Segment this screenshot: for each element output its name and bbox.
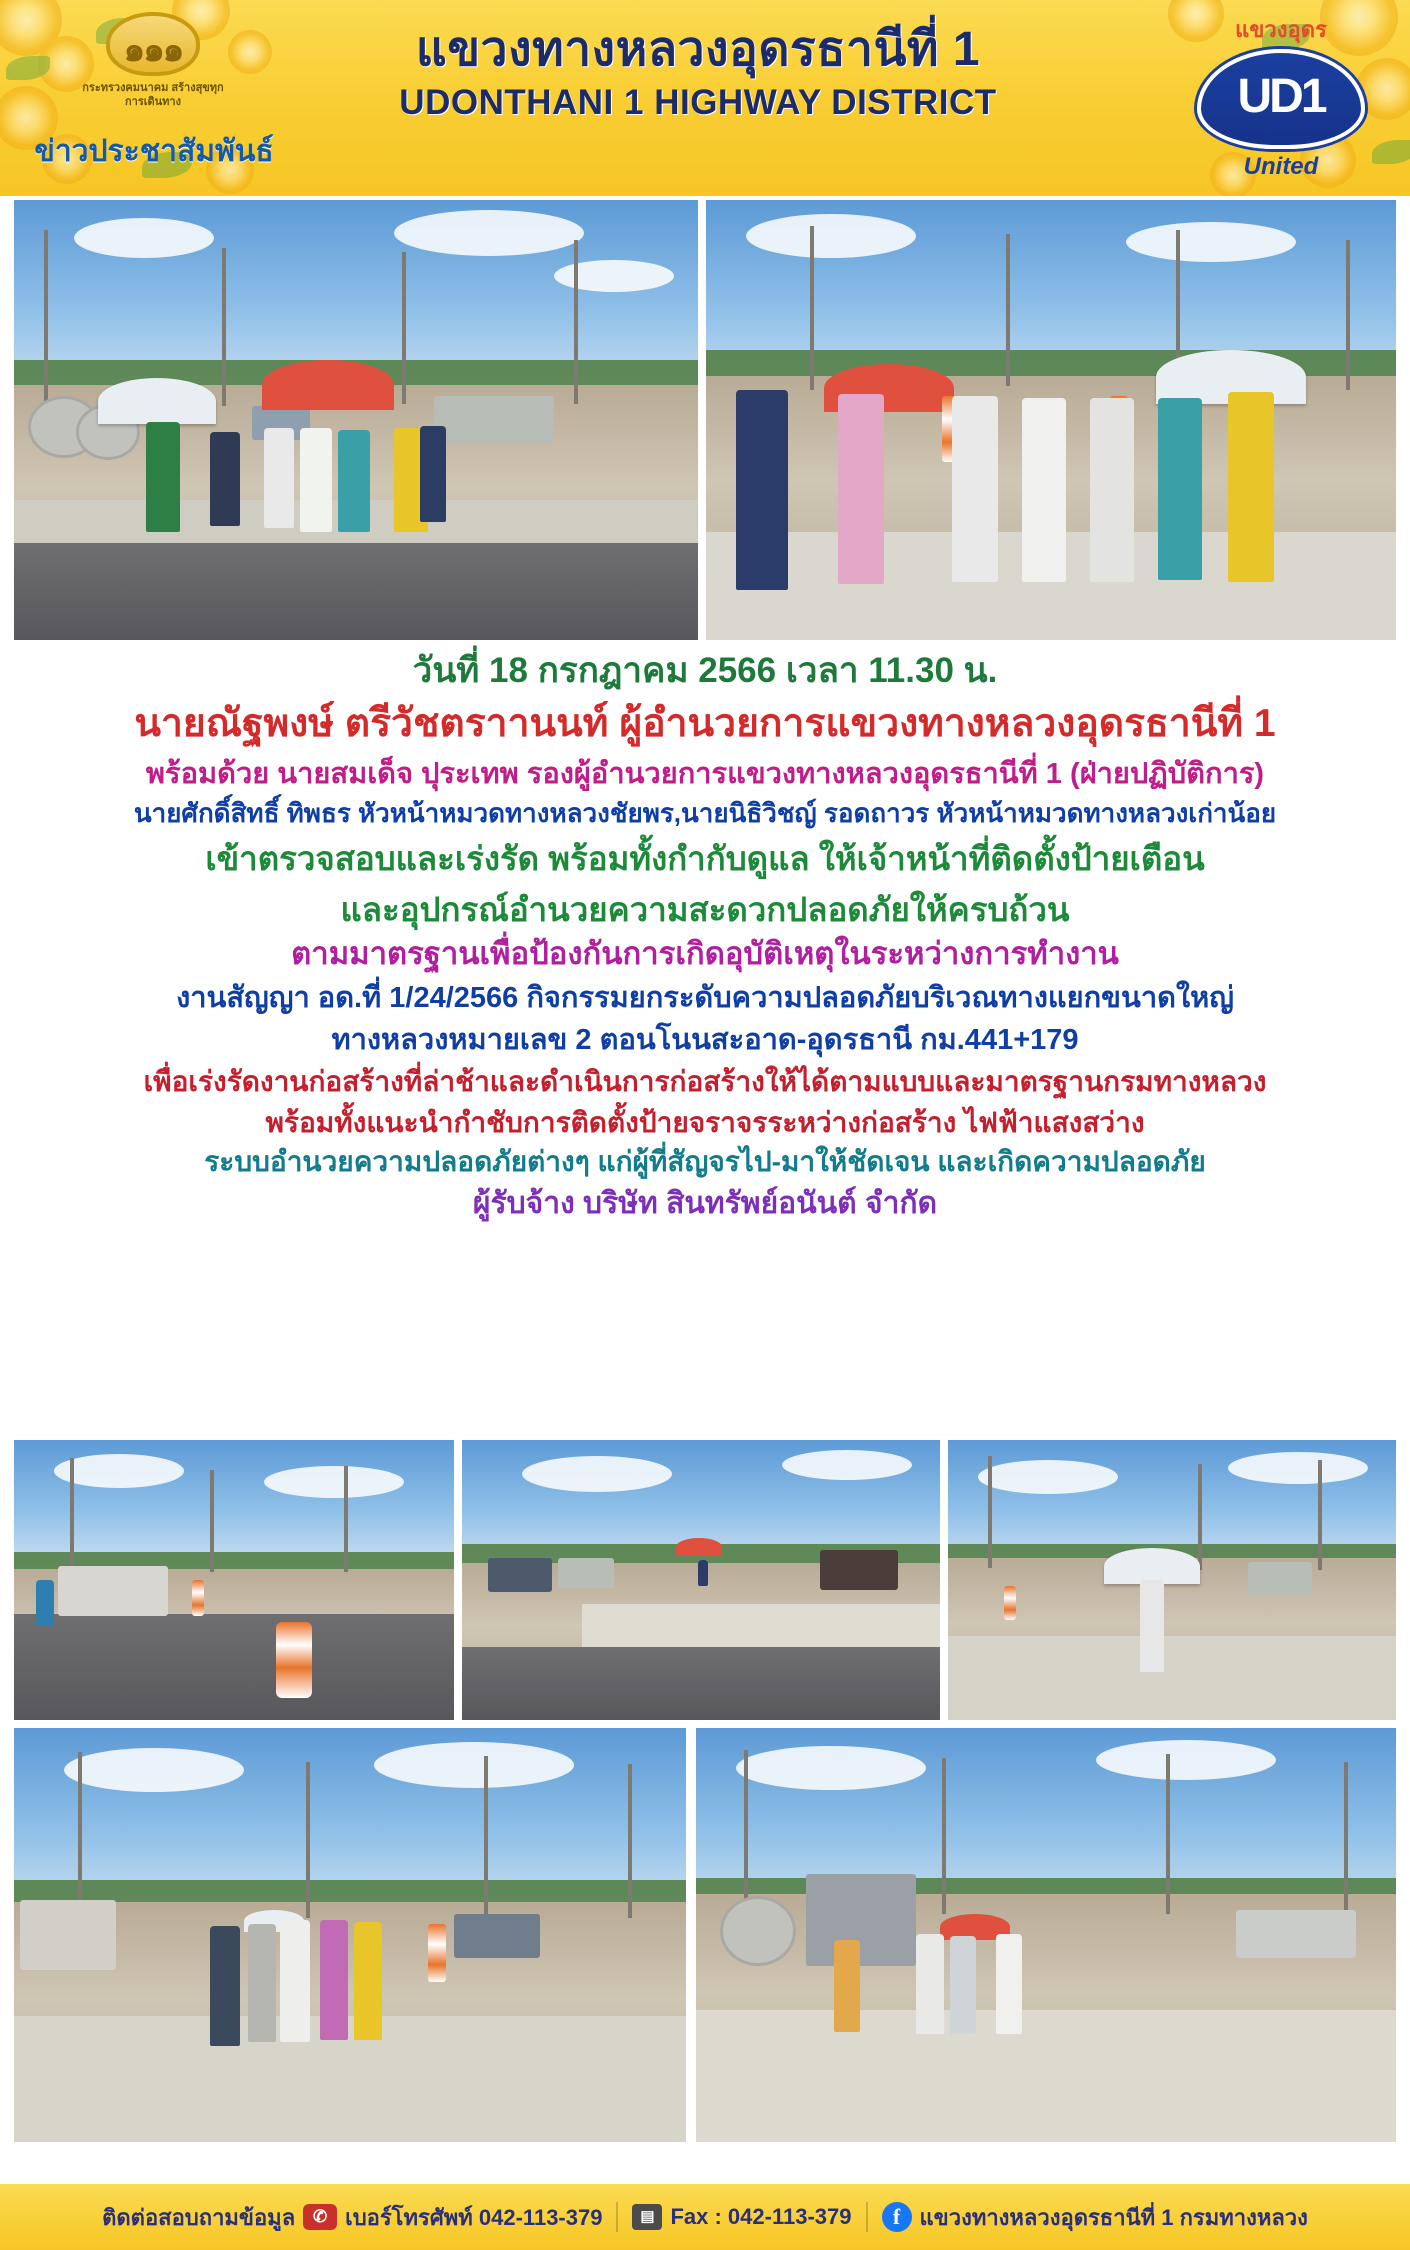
body-line-5: ทางหลวงหมายเลข 2 ตอนโนนสะอาด-อุดรธานี กม.441+179 bbox=[331, 1023, 1079, 1056]
photo-bottom-left bbox=[14, 1728, 686, 2142]
with-line-2: นายศักดิ์สิทธิ์ ทิพธร หัวหน้าหมวดทางหลวงชัยพร,นายนิธิวิชญ์ รอดถาวร หัวหน้าหมวดทางหลวงเก่าน้อย bbox=[133, 797, 1277, 828]
photo-top-left bbox=[14, 200, 698, 640]
contact-label: ติดต่อสอบถามข้อมูล bbox=[102, 2204, 296, 2230]
udi-united-logo bbox=[1188, 8, 1374, 184]
fax-group bbox=[632, 2204, 851, 2230]
announcement-text bbox=[0, 646, 1410, 1222]
body-line-6: เพื่อเร่งรัดงานก่อสร้างที่ล่าช้าและดำเนินการก่อสร้างให้ได้ตามแบบและมาตรฐานกรมทางหลวง bbox=[143, 1066, 1267, 1098]
fax-icon: ▤ bbox=[632, 2204, 662, 2230]
facebook-icon[interactable]: f bbox=[882, 2202, 912, 2232]
photo-bottom-right bbox=[696, 1728, 1396, 2142]
body-line-3: ตามมาตรฐานเพื่อป้องกันการเกิดอุบัติเหตุในระหว่างการทำงาน bbox=[291, 936, 1119, 972]
page-title-th: แขวงทางหลวงอุดรธานีที่ 1 bbox=[415, 23, 981, 76]
facebook-label[interactable]: แขวงทางหลวงอุดรธานีที่ 1 กรมทางหลวง bbox=[919, 2204, 1308, 2230]
photo-mid-right bbox=[948, 1440, 1396, 1720]
header-title-group bbox=[288, 22, 1108, 123]
page-header bbox=[0, 0, 1410, 196]
udi-logo-badge: UD1 bbox=[1197, 49, 1365, 149]
ministry-emblem bbox=[78, 10, 228, 130]
date-line: วันที่ 18 กรกฎาคม 2566 เวลา 11.30 น. bbox=[412, 651, 998, 690]
udi-logo-top-text: แขวงอุดร bbox=[1235, 17, 1327, 42]
photo-top-right bbox=[706, 200, 1396, 640]
photo-mid-left bbox=[14, 1440, 454, 1720]
phone-label: เบอร์โทรศัพท์ 042-113-379 bbox=[345, 2204, 603, 2230]
body-line-1: เข้าตรวจสอบและเร่งรัด พร้อมทั้งกำกับดูแล ให้เจ้าหน้าที่ติดตั้งป้ายเตือน bbox=[205, 840, 1205, 878]
press-release-label: ข่าวประชาสัมพันธ์ bbox=[34, 135, 274, 168]
footer-divider-2 bbox=[866, 2202, 868, 2232]
body-line-2: และอุปกรณ์อำนวยความสะดวกปลอดภัยให้ครบถ้วน bbox=[340, 891, 1070, 929]
emblem-icon bbox=[91, 10, 215, 80]
contractor-line: ผู้รับจ้าง บริษัท สินทรัพย์อนันต์ จำกัด bbox=[472, 1187, 938, 1221]
emblem-number: ๑๑๑ bbox=[123, 31, 183, 69]
body-line-4: งานสัญญา อด.ที่ 1/24/2566 กิจกรรมยกระดับความปลอดภัยบริเวณทางแยกขนาดใหญ่ bbox=[176, 981, 1234, 1014]
phone-icon: ✆ bbox=[303, 2204, 337, 2230]
fax-label: Fax : 042-113-379 bbox=[670, 2204, 852, 2229]
footer-divider-1 bbox=[616, 2202, 618, 2232]
director-line: นายณัฐพงษ์ ตรีวัชตราานนท์ ผู้อำนวยการแขวงทางหลวงอุดรธานีที่ 1 bbox=[134, 702, 1276, 746]
emblem-subtitle: กระทรวงคมนาคม สร้างสุขทุกการเดินทาง bbox=[82, 82, 224, 108]
body-line-7: พร้อมทั้งแนะนำกำชับการติดตั้งป้ายจราจรระหว่างก่อสร้าง ไฟฟ้าแสงสว่าง bbox=[265, 1107, 1145, 1139]
page-footer bbox=[0, 2184, 1410, 2250]
facebook-group[interactable] bbox=[882, 2200, 1308, 2235]
udi-logo-bottom-text: United bbox=[1243, 153, 1319, 180]
with-line-1: พร้อมด้วย นายสมเด็จ ปุระเทพ รองผู้อำนวยการแขวงทางหลวงอุดรธานีที่ 1 (ฝ่ายปฏิบัติการ) bbox=[145, 758, 1265, 791]
contact-label-group bbox=[102, 2200, 602, 2235]
page-title-en: UDONTHANI 1 HIGHWAY DISTRICT bbox=[399, 83, 997, 123]
body-line-8: ระบบอำนวยความปลอดภัยต่างๆ แก่ผู้ที่สัญจรไป-มาให้ชัดเจน และเกิดความปลอดภัย bbox=[204, 1146, 1206, 1178]
photo-mid-center bbox=[462, 1440, 940, 1720]
